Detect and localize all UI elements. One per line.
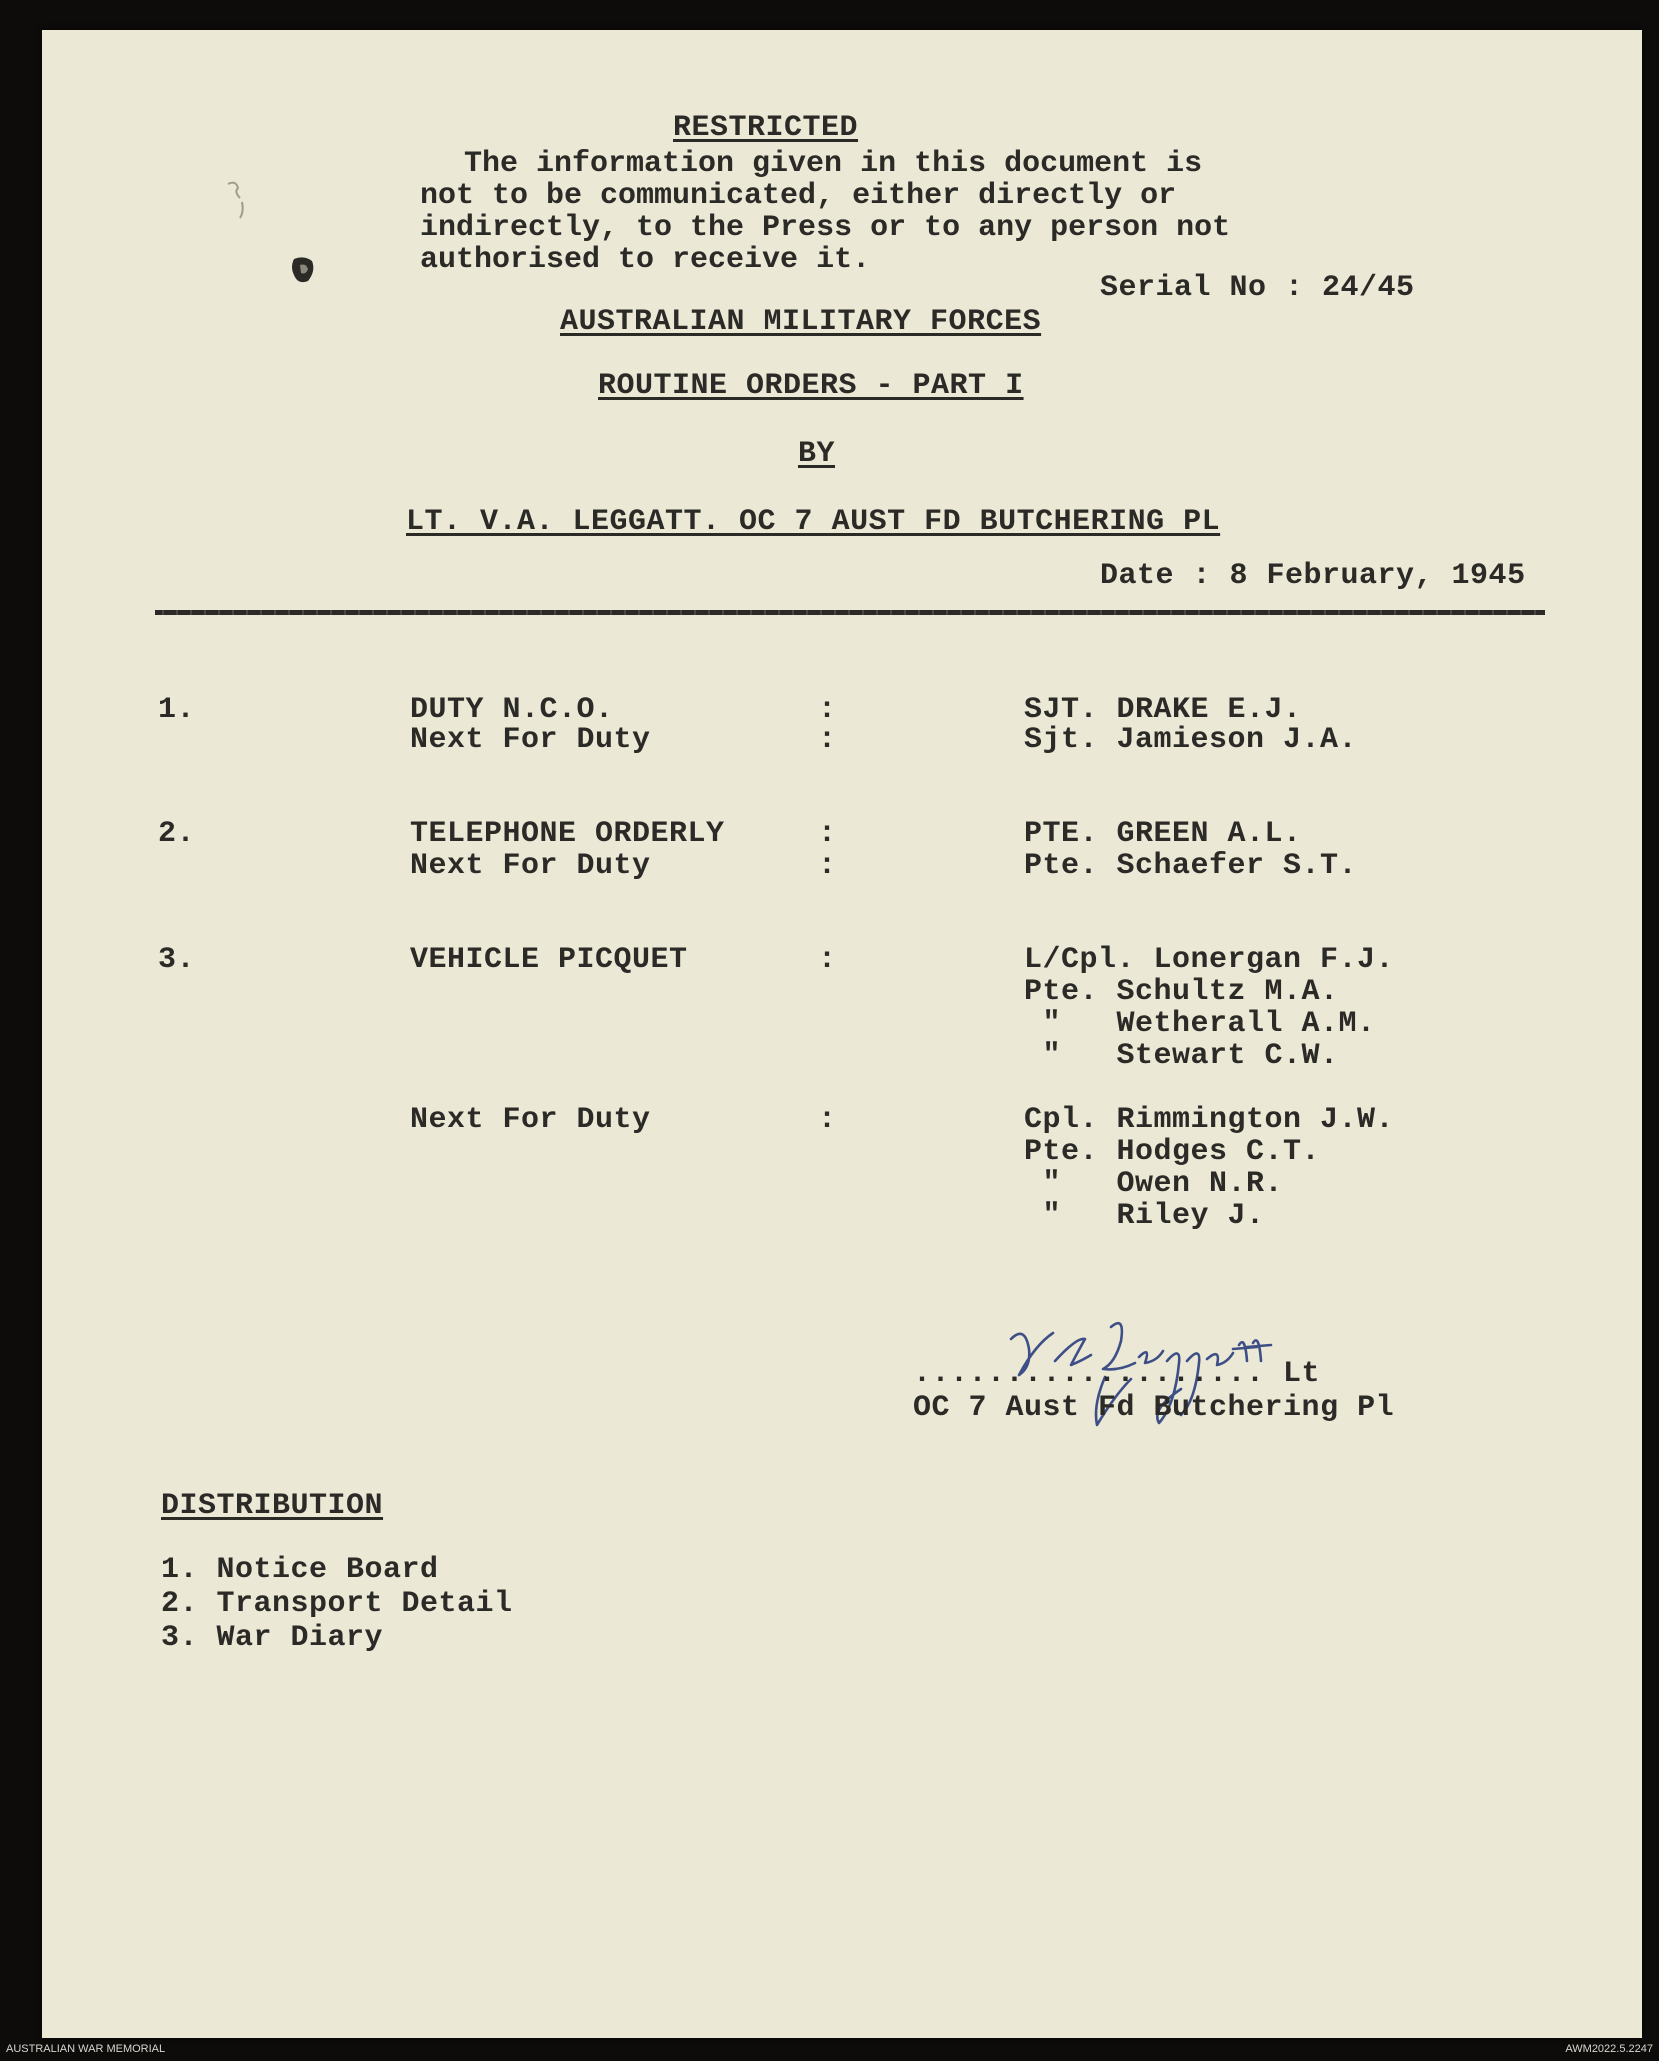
duty-label: Next For Duty <box>410 849 651 883</box>
signature-line: ................... Lt <box>913 1357 1321 1391</box>
officer-heading: LT. V.A. LEGGATT. OC 7 AUST FD BUTCHERING PL <box>406 505 1221 539</box>
assigned-name: Sjt. Jamieson J.A. <box>1024 723 1358 757</box>
assigned-name: SJT. DRAKE E.J. <box>1024 693 1302 727</box>
assigned-name: " Wetherall A.M. <box>1024 1007 1376 1041</box>
duty-label: DUTY N.C.O. <box>410 693 614 727</box>
notice-line: indirectly, to the Press or to any person not <box>420 211 1231 245</box>
colon: : <box>818 723 837 757</box>
assigned-name: " Owen N.R. <box>1024 1167 1284 1201</box>
distribution-item: 2. Transport Detail <box>161 1587 513 1621</box>
orders-title: ROUTINE ORDERS - PART I <box>598 369 1024 403</box>
colon: : <box>818 849 837 883</box>
assigned-name: PTE. GREEN A.L. <box>1024 817 1302 851</box>
distribution-item: 1. Notice Board <box>161 1553 439 1587</box>
restricted-heading: RESTRICTED <box>673 111 859 145</box>
by-heading: BY <box>798 437 836 471</box>
punch-hole-icon <box>290 255 316 285</box>
duty-label: Next For Duty <box>410 1103 651 1137</box>
distribution-heading: DISTRIBUTION <box>161 1489 384 1523</box>
assigned-name: Cpl. Rimmington J.W. <box>1024 1103 1395 1137</box>
colon: : <box>818 1103 837 1137</box>
distribution-item: 3. War Diary <box>161 1621 384 1655</box>
colon: : <box>818 943 837 977</box>
order-date: Date : 8 February, 1945 <box>1100 559 1526 593</box>
notice-line: authorised to receive it. <box>420 243 871 277</box>
notice-line: The information given in this document is <box>464 147 1203 181</box>
order-number: 2. <box>158 817 196 851</box>
assigned-name: L/Cpl. Lonergan F.J. <box>1024 943 1395 977</box>
colon: : <box>818 817 837 851</box>
signature-title: OC 7 Aust Fd Butchering Pl <box>913 1391 1395 1425</box>
serial-number: Serial No : 24/45 <box>1100 271 1415 305</box>
assigned-name: Pte. Schultz M.A. <box>1024 975 1339 1009</box>
colon: : <box>818 693 837 727</box>
duty-label: Next For Duty <box>410 723 651 757</box>
assigned-name: Pte. Hodges C.T. <box>1024 1135 1321 1169</box>
section-divider <box>155 610 1545 615</box>
notice-line: not to be communicated, either directly or <box>420 179 1177 213</box>
assigned-name: " Riley J. <box>1024 1199 1265 1233</box>
org-heading: AUSTRALIAN MILITARY FORCES <box>560 305 1042 339</box>
paper-mark-icon <box>222 178 252 222</box>
duty-label: TELEPHONE ORDERLY <box>410 817 725 851</box>
assigned-name: " Stewart C.W. <box>1024 1039 1339 1073</box>
archive-reference: AWM2022.5.2247 <box>1565 2043 1653 2055</box>
assigned-name: Pte. Schaefer S.T. <box>1024 849 1358 883</box>
restriction-notice <box>420 148 1300 276</box>
archive-credit: AUSTRALIAN WAR MEMORIAL <box>6 2043 166 2055</box>
duty-label: VEHICLE PICQUET <box>410 943 688 977</box>
order-number: 1. <box>158 693 196 727</box>
order-number: 3. <box>158 943 196 977</box>
